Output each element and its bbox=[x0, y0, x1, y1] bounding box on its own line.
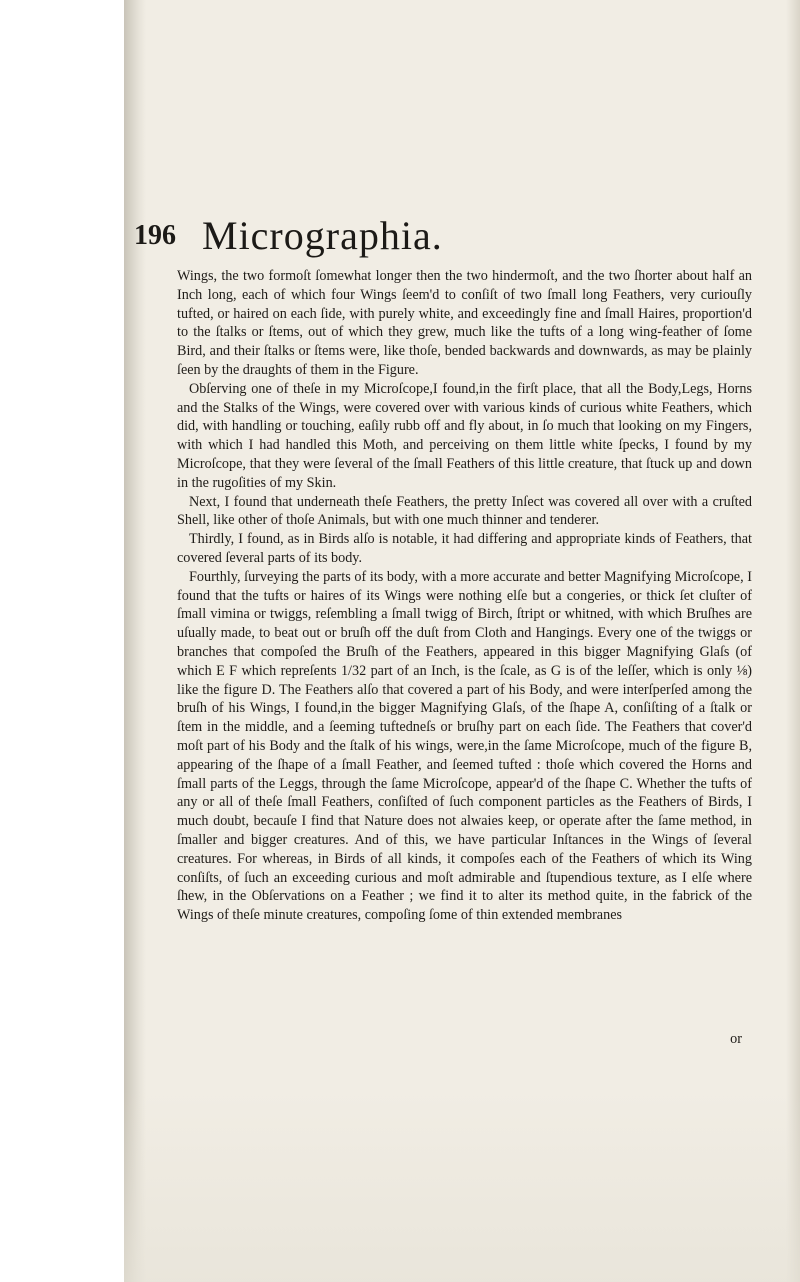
catchword: or bbox=[730, 1031, 742, 1047]
paragraph: Thirdly, I found, as in Birds alſo is notable, it had differing and appropriate kinds of Feathers, that covered ſeveral parts of its body. bbox=[177, 531, 752, 566]
page-number: 196 bbox=[134, 220, 176, 251]
paper-shading bbox=[124, 1090, 800, 1282]
running-title: Micrographia. bbox=[202, 213, 443, 258]
paragraph: Wings, the two formoſt ſomewhat longer then the two hindermoſt, and the two ſhorter about half an Inch long, each of which four Wings ſeem'd to conſiſt of two ſmall long Feathers, very curiouſly tufted, or haired on each ſide, with purely white, and exceedingly fine and ſmall Haires, proportion'd to the ſtalks or ſtems, out of which they grew, much like the tufts of a long wing-feather of ſome Bird, and their ſtalks or ſtems were, like thoſe, bended backwards and downwards, as may be plainly ſeen by the draughts of them in the Figure. bbox=[177, 268, 752, 378]
paragraph: Obſerving one of theſe in my Microſcope,I found,in the firſt place, that all the Body,Legs, Horns and the Stalks of the Wings, were covered over with various kinds of curious white Feathers, which did, with handling or touching, eaſily rubb off and fly about, in ſo much that looking on my Fingers, with which I had handled this Moth, and perceiving on them little white ſpecks, I found by my Microſcope, that they were ſeveral of the ſmall Feathers of this little creature, that ſtuck up and down in the rugoſities of my Skin. bbox=[177, 380, 752, 491]
paragraph: Next, I found that underneath theſe Feathers, the pretty Inſect was covered all over with a cruſted Shell, like other of thoſe Animals, but with one much thinner and tenderer. bbox=[177, 493, 752, 529]
body-text bbox=[177, 267, 752, 925]
paragraph: Fourthly, ſurveying the parts of its body, with a more accurate and better Magnifying Microſcope, I found that the tufts or haires of its Wings were nothing elſe but a congeries, or thick ſet cluſter of ſmall vimina or twiggs, reſembling a ſmall twigg of Birch, ſtript or whitned, with which Bruſhes are uſually made, to beat out or bruſh off the duſt from Cloth and Hangings. Every one of the twiggs or branches that compoſed the Bruſh of the Feathers, appeared in this bigger Magnifying Glaſs (of which E F which repreſents 1/32 part of an Inch, is the ſcale, as G is of the leſſer, which is only ⅛) like the figure D. The Feathers alſo that covered a part of his Body, and were interſperſed among the bruſh of his Wings, I found,in the bigger Magnifying Glaſs, of the ſhape A, conſiſting of a ſtalk or ſtem in the middle, and a ſeeming tuftedneſs or bruſhy part on each ſide. The Feathers that cover'd moſt part of his Body and the ſtalk of his wings, were,in the ſame Microſcope, much of the figure B, appearing of the ſhape of a ſmall Feather, and ſeemed tufted : thoſe which covered the Horns and ſmall parts of the Leggs, through the ſame Microſcope, appear'd of the ſhape C. Whether the tufts of any or all of theſe ſmall Feathers, conſiſted of ſuch component particles as the Feathers of Birds, I much doubt, becauſe I find that Nature does not alwaies keep, or operate after the ſame method, in ſmaller and bigger creatures. And of this, we have particular Inſtances in the Wings of ſeveral creatures. For whereas, in Birds of all kinds, it compoſes each of the Feathers of which its Wing conſiſts, of ſuch an exceeding curious and moſt admirable and ſtupendious texture, as I elſe where ſhew, in the Obſervations on a Feather ; we find it to alter its method quite, in the fabrick of the Wings of theſe minute creatures, compoſing ſome of thin extended membranes bbox=[177, 568, 752, 924]
book-page bbox=[124, 0, 800, 1282]
